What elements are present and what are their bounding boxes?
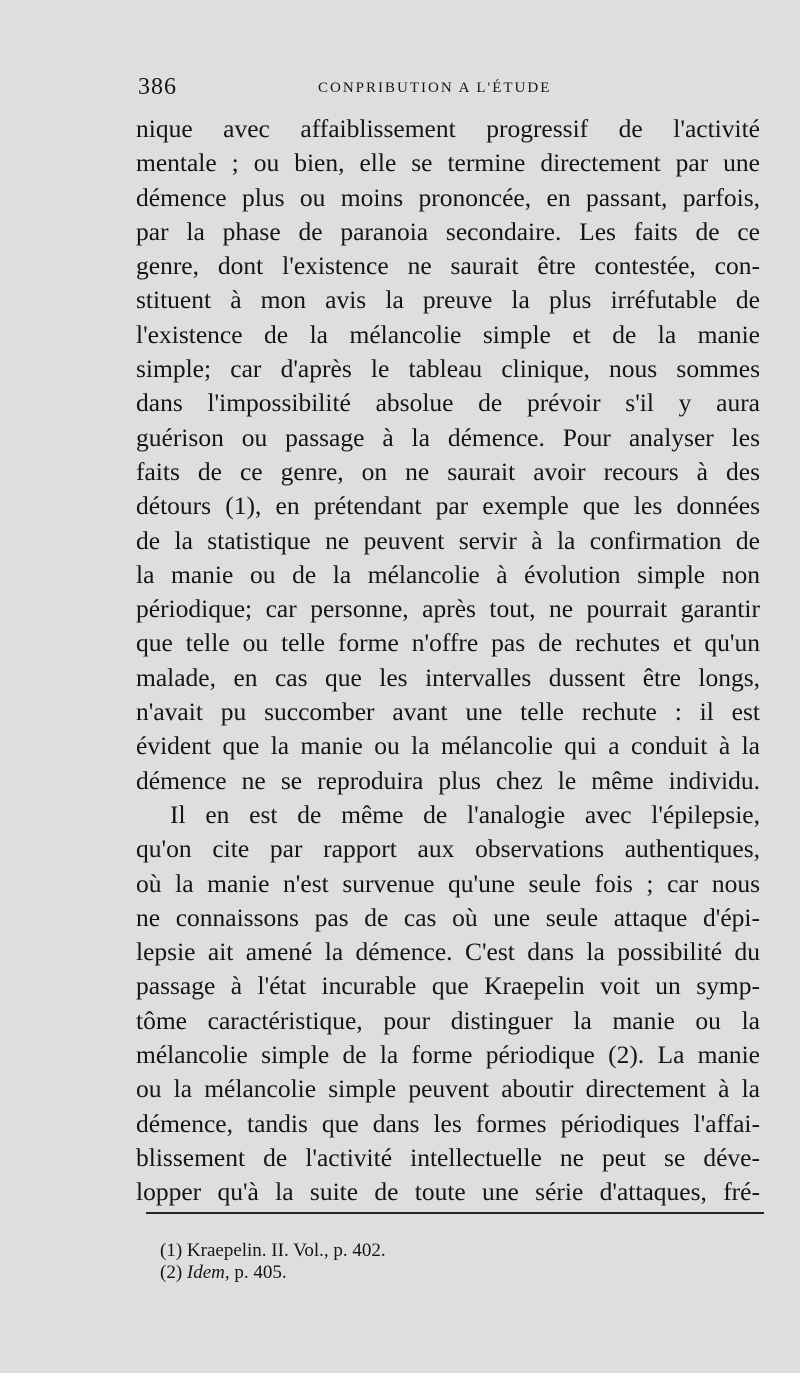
footnote-1 xyxy=(160,1240,720,1262)
text-line: l'existence de la mélancolie simple et de la manie xyxy=(136,319,760,349)
text-line: ne connaissons pas de cas où une seule attaque d'épi- xyxy=(136,902,760,932)
page-header xyxy=(138,74,758,104)
footnote-2-text: , p. 405. xyxy=(224,1262,287,1283)
text-line: dans l'impossibilité absolue de prévoir s'il y aura xyxy=(136,388,760,418)
text-line: mentale ; ou bien, elle se termine directement par une xyxy=(136,148,760,178)
text-line: faits de ce genre, on ne saurait avoir recours à des xyxy=(136,456,760,486)
body-text xyxy=(136,112,760,1210)
text-line: passage à l'état incurable que Kraepelin voit un symp- xyxy=(136,971,760,1001)
text-line: tôme caractéristique, pour distinguer la manie ou la xyxy=(136,1005,760,1035)
text-line: démence plus ou moins prononcée, en passant, parfois, xyxy=(136,182,760,212)
footnote-divider xyxy=(146,1212,764,1214)
text-line: périodique; car personne, après tout, ne pourrait garantir xyxy=(136,594,760,624)
text-line: de la statistique ne peuvent servir à la confirmation de xyxy=(136,525,760,555)
text-line: mélancolie simple de la forme périodique (2). La manie xyxy=(136,1040,760,1070)
footnote-1-text: Kraepelin. II. Vol., p. 402. xyxy=(186,1240,386,1261)
text-line: où la manie n'est survenue qu'une seule fois ; car nous xyxy=(136,868,760,898)
text-line: évident que la manie ou la mélancolie qui a conduit à la xyxy=(136,731,760,761)
paragraph-start-line: Il en est de même de l'analogie avec l'épilepsie, xyxy=(170,799,760,829)
text-line: lepsie ait amené la démence. C'est dans la possibilité du xyxy=(136,937,760,967)
running-head: CONPRIBUTION A L'ÉTUDE xyxy=(318,80,552,96)
footnote-2-italic: Idem xyxy=(186,1262,225,1283)
text-line: stituent à mon avis la preuve la plus irréfutable de xyxy=(136,285,760,315)
text-line: lopper qu'à la suite de toute une série d'attaques, fré- xyxy=(136,1177,760,1207)
text-line: ou la mélancolie simple peuvent aboutir directement à la xyxy=(136,1074,760,1104)
text-line: par la phase de paranoia secondaire. Les faits de ce xyxy=(136,216,760,246)
text-line: genre, dont l'existence ne saurait être contestée, con- xyxy=(136,251,760,281)
text-line: blissement de l'activité intellectuelle ne peut se déve- xyxy=(136,1142,760,1172)
text-line: démence ne se reproduira plus chez le même individu. xyxy=(136,765,760,795)
footnote-2 xyxy=(160,1262,720,1284)
text-line: guérison ou passage à la démence. Pour analyser les xyxy=(136,422,760,452)
text-line: n'avait pu succomber avant une telle rechute : il est xyxy=(136,697,760,727)
page-number: 386 xyxy=(138,74,177,100)
text-line: malade, en cas que les intervalles dussent être longs, xyxy=(136,662,760,692)
footnote-1-marker: (1) xyxy=(160,1240,183,1261)
text-line: nique avec affaiblissement progressif de l'activité xyxy=(136,114,760,143)
text-line: la manie ou de la mélancolie à évolution simple non xyxy=(136,559,760,589)
text-line: que telle ou telle forme n'offre pas de rechutes et qu'un xyxy=(136,628,760,658)
text-line: détours (1), en prétendant par exemple que les données xyxy=(136,491,760,521)
text-line: démence, tandis que dans les formes périodiques l'affai- xyxy=(136,1108,760,1138)
text-line: qu'on cite par rapport aux observations authentiques, xyxy=(136,834,760,864)
text-line: simple; car d'après le tableau clinique, nous sommes xyxy=(136,354,760,384)
footnotes xyxy=(160,1240,720,1284)
footnote-2-marker: (2) xyxy=(160,1262,183,1283)
